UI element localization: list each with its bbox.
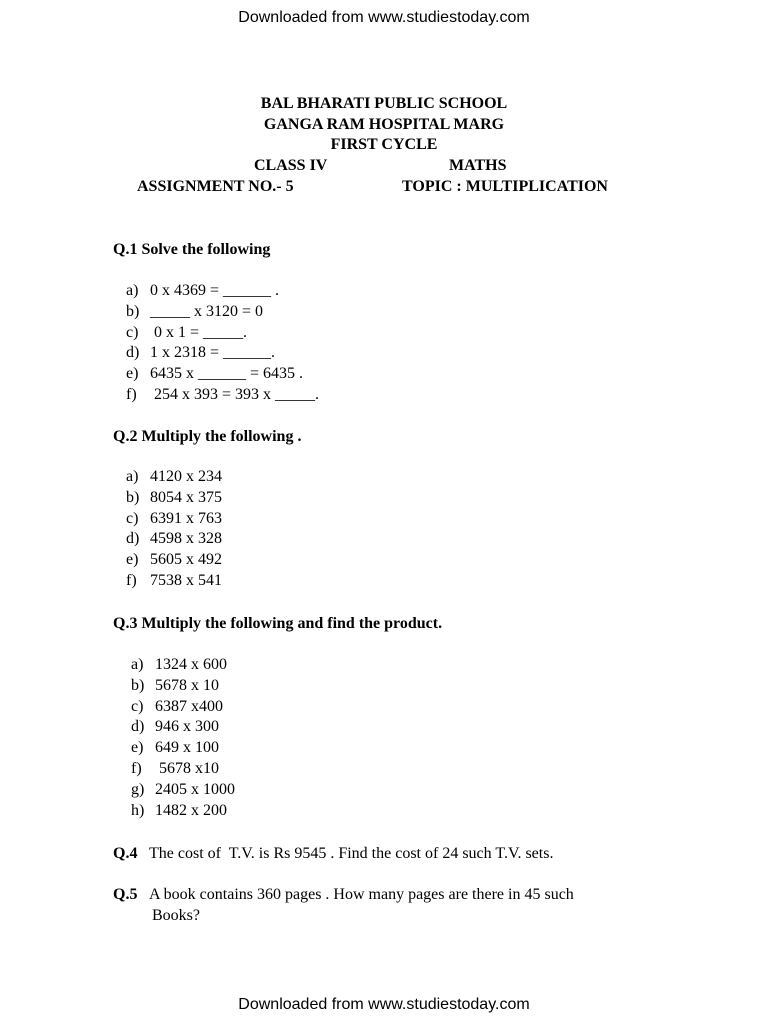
item-label: a) bbox=[126, 282, 139, 299]
q5-text: A book contains 360 pages . How many pages are there in 45 such bbox=[149, 886, 574, 903]
list-item bbox=[126, 385, 319, 406]
q4-block bbox=[113, 843, 673, 864]
list-item bbox=[126, 488, 222, 509]
list-item bbox=[126, 323, 319, 344]
item-label: f) bbox=[126, 385, 137, 403]
item-text: 7538 x 541 bbox=[150, 571, 222, 589]
item-text: 6435 x ______ = 6435 . bbox=[150, 365, 304, 383]
assignment-label: ASSIGNMENT NO.- 5 bbox=[137, 178, 294, 195]
q2-heading: Q.2 Multiply the following . bbox=[113, 428, 302, 445]
list-item bbox=[126, 467, 222, 488]
q5-number: Q.5 bbox=[113, 886, 138, 903]
item-text: 946 x 300 bbox=[155, 718, 219, 736]
item-label: a) bbox=[131, 656, 144, 673]
list-item bbox=[131, 780, 235, 801]
item-label: f) bbox=[126, 571, 137, 589]
item-text: 8054 x 375 bbox=[150, 488, 222, 506]
q4-text: The cost of T.V. is Rs 9545 . Find the cost of 24 such T.V. sets. bbox=[149, 845, 554, 862]
q5-block bbox=[113, 884, 673, 926]
item-label: g) bbox=[131, 780, 145, 798]
list-item bbox=[131, 759, 235, 780]
class-label: CLASS IV bbox=[254, 157, 328, 174]
list-item bbox=[126, 550, 222, 571]
item-label: c) bbox=[126, 323, 139, 341]
download-banner-bottom: Downloaded from www.studiestoday.com bbox=[238, 996, 530, 1013]
download-banner-top: Downloaded from www.studiestoday.com bbox=[238, 9, 530, 26]
item-text: 0 x 1 = _____. bbox=[150, 323, 248, 341]
item-text: 1 x 2318 = ______. bbox=[150, 344, 276, 362]
school-name: BAL BHARATI PUBLIC SCHOOL bbox=[260, 95, 508, 112]
item-text: _____ x 3120 = 0 bbox=[150, 302, 264, 320]
item-label: c) bbox=[126, 509, 139, 527]
school-address: GANGA RAM HOSPITAL MARG bbox=[263, 116, 505, 133]
item-label: h) bbox=[131, 801, 145, 819]
item-text: 6391 x 763 bbox=[150, 509, 222, 527]
subject-label: MATHS bbox=[449, 157, 507, 174]
list-item bbox=[126, 343, 319, 364]
cycle-label: FIRST CYCLE bbox=[330, 136, 438, 153]
q1-list bbox=[126, 281, 319, 406]
item-label: f) bbox=[131, 759, 142, 777]
list-item bbox=[131, 676, 235, 697]
list-item bbox=[126, 281, 319, 302]
item-text: 4120 x 234 bbox=[150, 468, 222, 485]
item-text: 6387 x400 bbox=[155, 697, 223, 715]
list-item bbox=[131, 697, 235, 718]
item-text: 2405 x 1000 bbox=[155, 780, 235, 798]
item-text: 1324 x 600 bbox=[155, 656, 227, 673]
q3-heading: Q.3 Multiply the following and find the product. bbox=[113, 615, 443, 632]
list-item bbox=[126, 302, 319, 323]
q3-list bbox=[131, 655, 235, 821]
item-label: e) bbox=[131, 739, 144, 757]
item-label: b) bbox=[131, 676, 145, 694]
topic-label: TOPIC : MULTIPLICATION bbox=[402, 178, 608, 195]
item-label: e) bbox=[126, 551, 139, 569]
q2-list bbox=[126, 467, 222, 592]
q4-number: Q.4 bbox=[113, 845, 138, 862]
list-item bbox=[126, 364, 319, 385]
list-item bbox=[131, 801, 235, 822]
list-item bbox=[126, 509, 222, 530]
item-text: 254 x 393 = 393 x _____. bbox=[150, 385, 320, 403]
list-item bbox=[131, 717, 235, 738]
item-label: b) bbox=[126, 302, 140, 320]
item-label: b) bbox=[126, 488, 140, 506]
q1-heading: Q.1 Solve the following bbox=[113, 241, 271, 258]
item-label: a) bbox=[126, 468, 139, 485]
q5-continuation: Books? bbox=[152, 907, 200, 924]
list-item bbox=[126, 529, 222, 550]
item-text: 1482 x 200 bbox=[155, 801, 227, 819]
item-label: c) bbox=[131, 697, 144, 715]
item-text: 5678 x10 bbox=[155, 759, 219, 777]
list-item bbox=[126, 571, 222, 592]
item-text: 0 x 4369 = ______ . bbox=[150, 282, 280, 299]
list-item bbox=[131, 655, 235, 676]
item-label: e) bbox=[126, 365, 139, 383]
list-item bbox=[131, 738, 235, 759]
item-text: 5605 x 492 bbox=[150, 551, 222, 569]
item-label: d) bbox=[131, 718, 145, 736]
item-text: 4598 x 328 bbox=[150, 530, 222, 548]
item-label: d) bbox=[126, 530, 140, 548]
item-text: 5678 x 10 bbox=[155, 676, 219, 694]
item-text: 649 x 100 bbox=[155, 739, 219, 757]
item-label: d) bbox=[126, 344, 140, 362]
